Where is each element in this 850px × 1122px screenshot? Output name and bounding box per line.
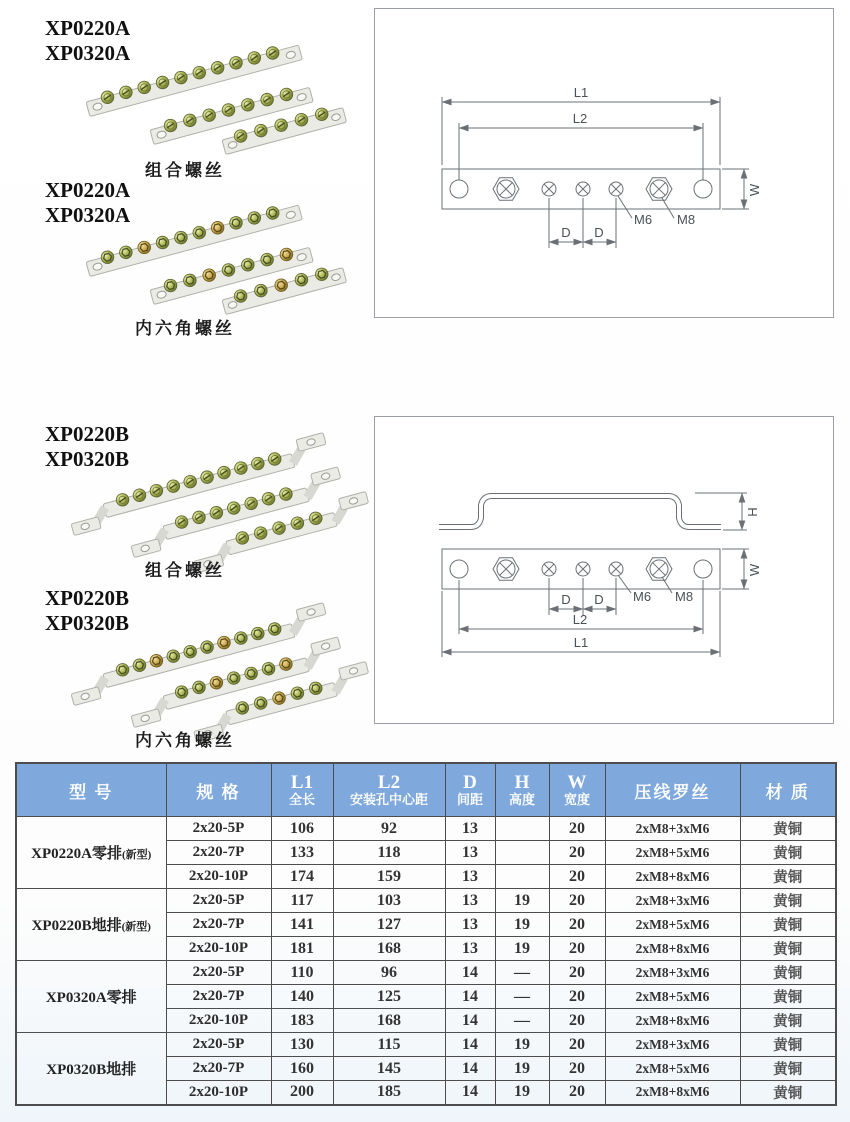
cell-material: 黄铜	[740, 985, 836, 1009]
cell-material: 黄铜	[740, 1081, 836, 1105]
cell-model: XP0220A零排(新型)	[16, 817, 166, 889]
model-line: XP0220A	[45, 178, 131, 202]
col-header-spec: 规 格	[166, 763, 271, 817]
cell-screws: 2xM8+3xM6	[605, 1033, 740, 1057]
table-row	[16, 889, 836, 913]
product-caption: 内六角螺丝	[135, 731, 235, 750]
col-header-w: W 宽度	[549, 763, 605, 817]
dim-label-m6: M6	[634, 212, 653, 227]
cell-screws: 2xM8+8xM6	[605, 937, 740, 961]
product-caption: 组合螺丝	[145, 561, 225, 580]
cell-d: 13	[445, 841, 495, 865]
cell-spec: 2x20-5P	[166, 1033, 271, 1057]
cell-model: XP0220B地排(新型)	[16, 889, 166, 961]
cell-h	[495, 865, 549, 889]
cell-h	[495, 817, 549, 841]
cell-w: 20	[549, 1081, 605, 1105]
col-header-d: D 间距	[445, 763, 495, 817]
cell-l1: 140	[271, 985, 333, 1009]
cell-l2: 103	[333, 889, 445, 913]
cell-w: 20	[549, 865, 605, 889]
cell-l2: 145	[333, 1057, 445, 1081]
cell-spec: 2x20-5P	[166, 817, 271, 841]
product-photo-busbar-b-combo	[45, 428, 360, 556]
product-caption: 内六角螺丝	[135, 319, 235, 338]
cell-d: 14	[445, 1081, 495, 1105]
dim-label-l2: L2	[572, 111, 588, 126]
dimension-diagram-flat-bar	[374, 8, 834, 318]
cell-material: 黄铜	[740, 889, 836, 913]
cell-l1: 141	[271, 913, 333, 937]
cell-screws: 2xM8+8xM6	[605, 1009, 740, 1033]
cell-h	[495, 841, 549, 865]
model-line: XP0320B	[45, 447, 129, 472]
model-line: XP0320B	[45, 611, 129, 636]
cell-d: 14	[445, 985, 495, 1009]
cell-d: 14	[445, 1009, 495, 1033]
cell-material: 黄铜	[740, 865, 836, 889]
dim-label-d: D	[561, 592, 571, 607]
cell-model: XP0320B地排	[16, 1033, 166, 1105]
cell-h: —	[495, 985, 549, 1009]
cell-l2: 168	[333, 1009, 445, 1033]
cell-w: 20	[549, 841, 605, 865]
dim-label-h: H	[745, 507, 760, 517]
product-photo-busbar-a-hex	[70, 200, 360, 315]
dim-label-l1: L1	[573, 85, 589, 100]
cell-screws: 2xM8+5xM6	[605, 841, 740, 865]
cell-l1: 110	[271, 961, 333, 985]
dim-label-m8: M8	[677, 212, 696, 227]
cell-screws: 2xM8+5xM6	[605, 985, 740, 1009]
cell-spec: 2x20-10P	[166, 1081, 271, 1105]
cell-h: 19	[495, 1057, 549, 1081]
cell-spec: 2x20-10P	[166, 865, 271, 889]
cell-w: 20	[549, 1057, 605, 1081]
cell-l2: 168	[333, 937, 445, 961]
table-row	[16, 817, 836, 841]
col-header-material: 材 质	[740, 763, 836, 817]
cell-h: —	[495, 961, 549, 985]
cell-spec: 2x20-5P	[166, 889, 271, 913]
col-header-screws: 压线罗丝	[605, 763, 740, 817]
cell-spec: 2x20-7P	[166, 841, 271, 865]
cell-w: 20	[549, 1033, 605, 1057]
cell-l1: 174	[271, 865, 333, 889]
cell-l2: 159	[333, 865, 445, 889]
cell-l2: 118	[333, 841, 445, 865]
dim-label-d: D	[594, 592, 604, 607]
table-row	[16, 1033, 836, 1057]
cell-material: 黄铜	[740, 1033, 836, 1057]
cell-spec: 2x20-10P	[166, 1009, 271, 1033]
cell-l1: 117	[271, 889, 333, 913]
cell-l1: 181	[271, 937, 333, 961]
cell-model: XP0320A零排	[16, 961, 166, 1033]
cell-l2: 92	[333, 817, 445, 841]
cell-spec: 2x20-5P	[166, 961, 271, 985]
cell-l2: 125	[333, 985, 445, 1009]
dim-label-m8: M8	[675, 589, 694, 604]
dim-label-d: D	[594, 225, 604, 240]
cell-material: 黄铜	[740, 1057, 836, 1081]
cell-l1: 200	[271, 1081, 333, 1105]
cell-material: 黄铜	[740, 937, 836, 961]
cell-l2: 185	[333, 1081, 445, 1105]
model-line: XP0220B	[45, 422, 129, 446]
table-header-row	[16, 763, 836, 817]
cell-screws: 2xM8+5xM6	[605, 913, 740, 937]
dim-label-d: D	[561, 225, 571, 240]
dim-label-l2: L2	[572, 612, 588, 627]
col-header-l1: L1 全长	[271, 763, 333, 817]
cell-l2: 96	[333, 961, 445, 985]
cell-d: 13	[445, 889, 495, 913]
cell-screws: 2xM8+3xM6	[605, 889, 740, 913]
model-line: XP0320A	[45, 41, 131, 66]
cell-h: 19	[495, 937, 549, 961]
cell-l2: 115	[333, 1033, 445, 1057]
cell-l1: 133	[271, 841, 333, 865]
cell-material: 黄铜	[740, 841, 836, 865]
cell-material: 黄铜	[740, 913, 836, 937]
spec-table	[15, 762, 837, 1106]
cell-l1: 130	[271, 1033, 333, 1057]
cell-d: 13	[445, 913, 495, 937]
model-line: XP0220A	[45, 16, 131, 40]
cell-d: 14	[445, 1057, 495, 1081]
cell-w: 20	[549, 1009, 605, 1033]
cell-spec: 2x20-7P	[166, 913, 271, 937]
cell-screws: 2xM8+8xM6	[605, 865, 740, 889]
cell-h: 19	[495, 889, 549, 913]
cell-material: 黄铜	[740, 817, 836, 841]
cell-h: 19	[495, 1081, 549, 1105]
cell-h: 19	[495, 1033, 549, 1057]
product-photo-busbar-b-hex	[45, 598, 360, 726]
cell-w: 20	[549, 961, 605, 985]
cell-screws: 2xM8+5xM6	[605, 1057, 740, 1081]
cell-w: 20	[549, 937, 605, 961]
cell-screws: 2xM8+3xM6	[605, 961, 740, 985]
product-photo-busbar-a-combo	[70, 36, 360, 156]
dim-label-w: W	[747, 563, 762, 577]
cell-w: 20	[549, 913, 605, 937]
dim-label-w: W	[747, 183, 762, 197]
cell-material: 黄铜	[740, 1009, 836, 1033]
product-caption: 组合螺丝	[145, 161, 225, 180]
cell-d: 13	[445, 937, 495, 961]
cell-w: 20	[549, 985, 605, 1009]
cell-screws: 2xM8+3xM6	[605, 817, 740, 841]
col-header-h: H 高度	[495, 763, 549, 817]
cell-h: —	[495, 1009, 549, 1033]
cell-l1: 160	[271, 1057, 333, 1081]
dimension-diagram-bent-bar	[374, 416, 834, 724]
cell-l2: 127	[333, 913, 445, 937]
cell-l1: 106	[271, 817, 333, 841]
cell-spec: 2x20-10P	[166, 937, 271, 961]
dim-label-l1: L1	[573, 635, 589, 650]
cell-spec: 2x20-7P	[166, 1057, 271, 1081]
cell-d: 13	[445, 865, 495, 889]
cell-w: 20	[549, 889, 605, 913]
cell-spec: 2x20-7P	[166, 985, 271, 1009]
cell-d: 13	[445, 817, 495, 841]
cell-l1: 183	[271, 1009, 333, 1033]
model-line: XP0320A	[45, 203, 131, 228]
dim-label-m6: M6	[633, 589, 652, 604]
cell-w: 20	[549, 817, 605, 841]
cell-screws: 2xM8+8xM6	[605, 1081, 740, 1105]
cell-h: 19	[495, 913, 549, 937]
cell-material: 黄铜	[740, 961, 836, 985]
cell-d: 14	[445, 961, 495, 985]
table-row	[16, 961, 836, 985]
model-line: XP0220B	[45, 586, 129, 610]
col-header-model: 型 号	[16, 763, 166, 817]
col-header-l2: L2 安装孔中心距	[333, 763, 445, 817]
cell-d: 14	[445, 1033, 495, 1057]
